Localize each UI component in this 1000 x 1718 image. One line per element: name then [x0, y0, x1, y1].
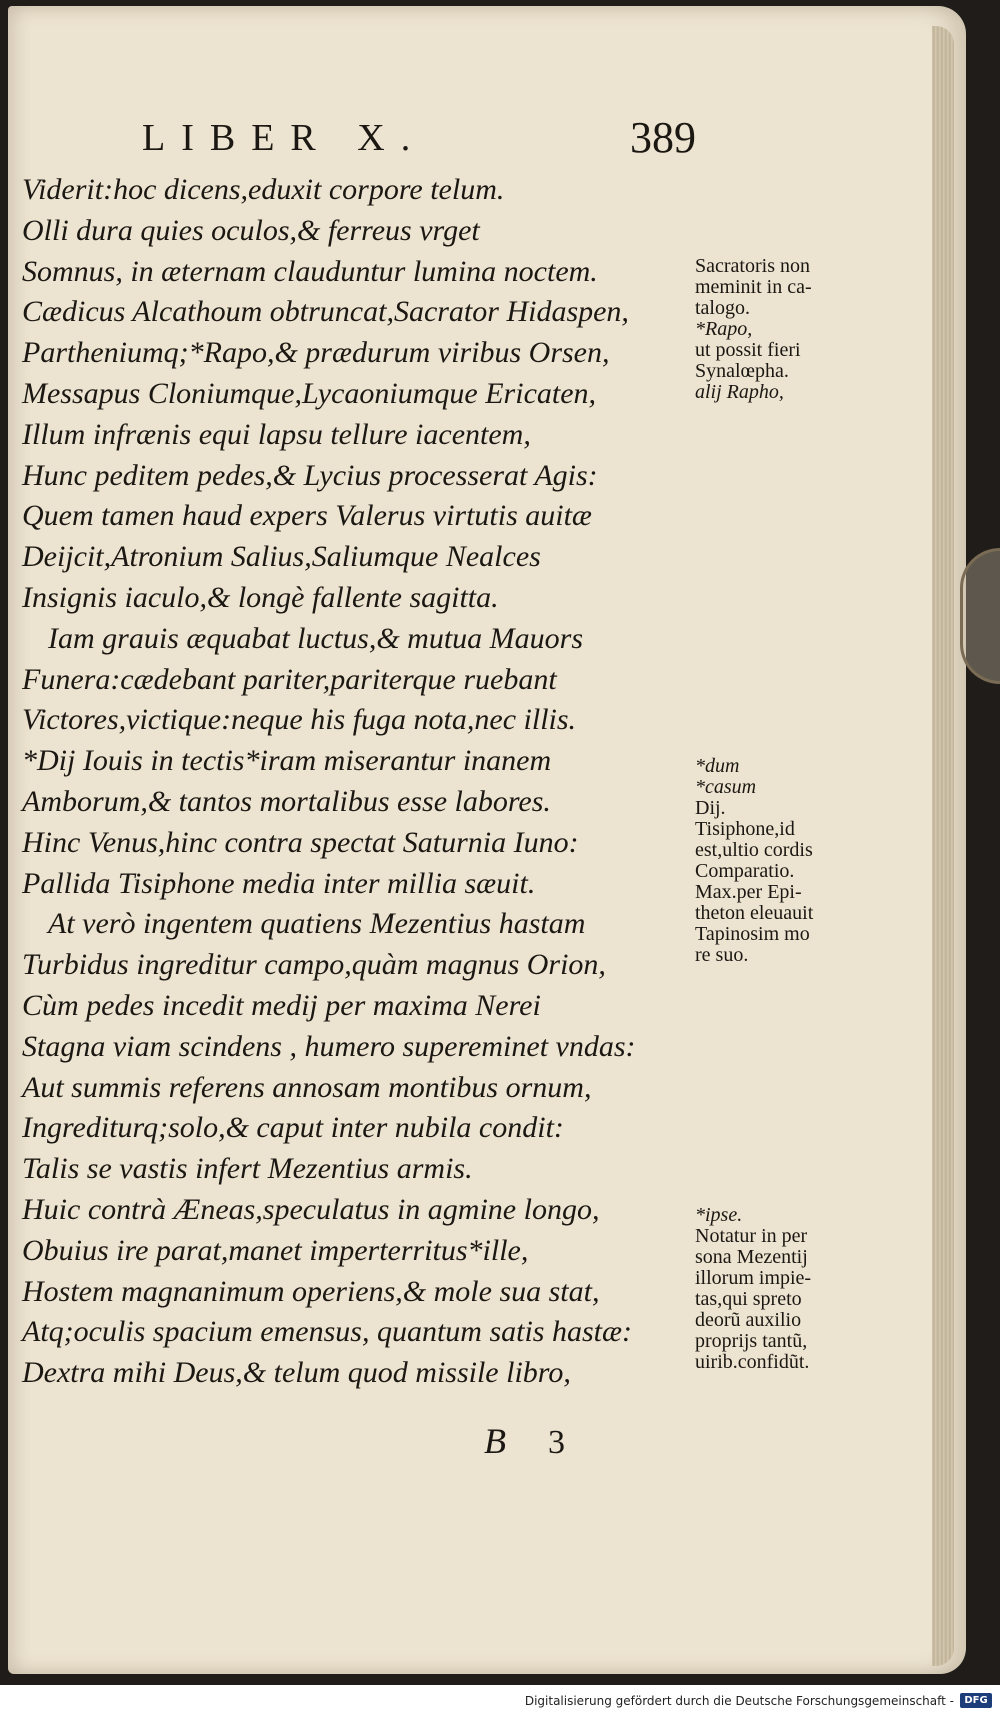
- note-line: meminit in ca-: [695, 276, 812, 298]
- verse-line: Iam grauis æquabat luctus,& mutua Mauors: [48, 621, 584, 655]
- verse-line: Hunc peditem pedes,& Lycius processerat Agis:: [22, 458, 598, 492]
- note-line: proprijs tantũ,: [695, 1330, 808, 1352]
- note-line: Sacratoris non: [695, 255, 810, 277]
- note-line: alij Rapho,: [695, 381, 784, 403]
- note-line: illorum impie-: [695, 1267, 812, 1289]
- verse-line: Hinc Venus,hinc contra spectat Saturnia Iuno:: [22, 825, 579, 859]
- verse-line: Ingrediturq;solo,& caput inter nubila condit:: [22, 1111, 564, 1145]
- verse-line: Illum infrænis equi lapsu tellure iacentem,: [22, 417, 531, 451]
- verse-line: Hostem magnanimum operiens,& mole sua stat,: [22, 1274, 600, 1308]
- signature-letter: B: [484, 1421, 506, 1461]
- verse-line: Victores,victique:neque his fuga nota,nec illis.: [22, 703, 577, 737]
- verse-line: Quem tamen haud expers Valerus virtutis auitæ: [22, 499, 592, 533]
- verse-line: Messapus Cloniumque,Lycaoniumque Ericaten,: [22, 376, 597, 410]
- verse-line: *Dij Iouis in tectis*iram miserantur inanem: [22, 744, 552, 778]
- note-line: Synalœpha.: [695, 360, 789, 382]
- note-line: *Rapo,: [695, 318, 753, 340]
- margin-note-sacrator: [695, 256, 900, 403]
- folio-number: 389: [630, 113, 696, 162]
- verse-line: Viderit:hoc dicens,eduxit corpore telum.: [22, 173, 505, 206]
- note-line: est,ultio cordis: [695, 839, 813, 861]
- note-line: uirib.confidũt.: [695, 1351, 810, 1373]
- verse-line: Olli dura quies oculos,& ferreus vrget: [22, 213, 480, 247]
- verse-line: Turbidus ingreditur campo,quàm magnus Orion,: [22, 948, 606, 982]
- digitization-footer: [0, 1686, 1000, 1718]
- verse-line: Amborum,& tantos mortalibus esse labores.: [22, 784, 551, 818]
- dfg-logo-icon: DFG: [960, 1693, 992, 1708]
- note-line: Dij.: [695, 797, 726, 819]
- book-clasp: [960, 548, 1000, 684]
- note-line: Notatur in per: [695, 1225, 808, 1247]
- running-title: LIBER X.: [142, 117, 427, 159]
- note-line: Comparatio.: [695, 860, 795, 882]
- verse-line: Pallida Tisiphone media inter millia sæuit.: [22, 866, 536, 900]
- verse-line: Cùm pedes incedit medij per maxima Nerei: [22, 988, 541, 1022]
- verse-line: Partheniumq;*Rapo,& prædurum viribus Orsen,: [22, 336, 610, 370]
- verse-line: Obuius ire parat,manet imperterritus*ille,: [22, 1233, 529, 1267]
- verse-line: Stagna viam scindens , humero supereminet vndas:: [22, 1029, 636, 1063]
- verse-line: Huic contrà Æneas,speculatus in agmine longo,: [22, 1192, 600, 1226]
- signature-number: 3: [548, 1424, 565, 1461]
- note-line: deorũ auxilio: [695, 1309, 802, 1331]
- verse-line: At verò ingentem quatiens Mezentius hastam: [48, 907, 586, 941]
- verse-line: Atq;oculis spacium emensus, quantum satis hastæ:: [22, 1315, 632, 1349]
- margin-note-mezentius: [695, 1205, 900, 1373]
- verse-line: Somnus, in æternam clauduntur lumina noctem.: [22, 254, 598, 288]
- verse-line: Talis se vastis infert Mezentius armis.: [22, 1152, 473, 1186]
- signature-mark: [0, 1420, 1000, 1464]
- note-line: Tisiphone,id: [695, 818, 795, 840]
- note-line: sona Mezentij: [695, 1246, 808, 1268]
- page-header: [0, 112, 1000, 162]
- note-line: tas,qui spreto: [695, 1288, 802, 1310]
- note-line: *ipse.: [695, 1204, 743, 1226]
- note-line: Tapinosim mo: [695, 923, 810, 945]
- note-line: ut possit fieri: [695, 339, 801, 361]
- verse-line: Deijcit,Atronium Salius,Saliumque Nealces: [22, 540, 541, 574]
- note-line: theton eleuauit: [695, 902, 814, 924]
- note-line: *casum: [695, 776, 757, 798]
- verse-line: Insignis iaculo,& longè fallente sagitta.: [22, 580, 499, 614]
- verse-line: Cædicus Alcathoum obtruncat,Sacrator Hidaspen,: [22, 295, 629, 329]
- note-line: Max.per Epi-: [695, 881, 802, 903]
- note-line: talogo.: [695, 297, 750, 319]
- margin-note-dij: [695, 756, 900, 966]
- verse-line: Aut summis referens annosam montibus ornum,: [22, 1070, 592, 1104]
- verse-line: Funera:cædebant pariter,pariterque ruebant: [22, 662, 557, 696]
- note-line: *dum: [695, 755, 740, 777]
- note-line: re suo.: [695, 944, 749, 966]
- footer-credit: Digitalisierung gefördert durch die Deutsche Forschungsgemeinschaft -: [524, 1694, 954, 1708]
- verse-line: Dextra mihi Deus,& telum quod missile libro,: [22, 1356, 571, 1390]
- verse-column: [22, 170, 682, 1394]
